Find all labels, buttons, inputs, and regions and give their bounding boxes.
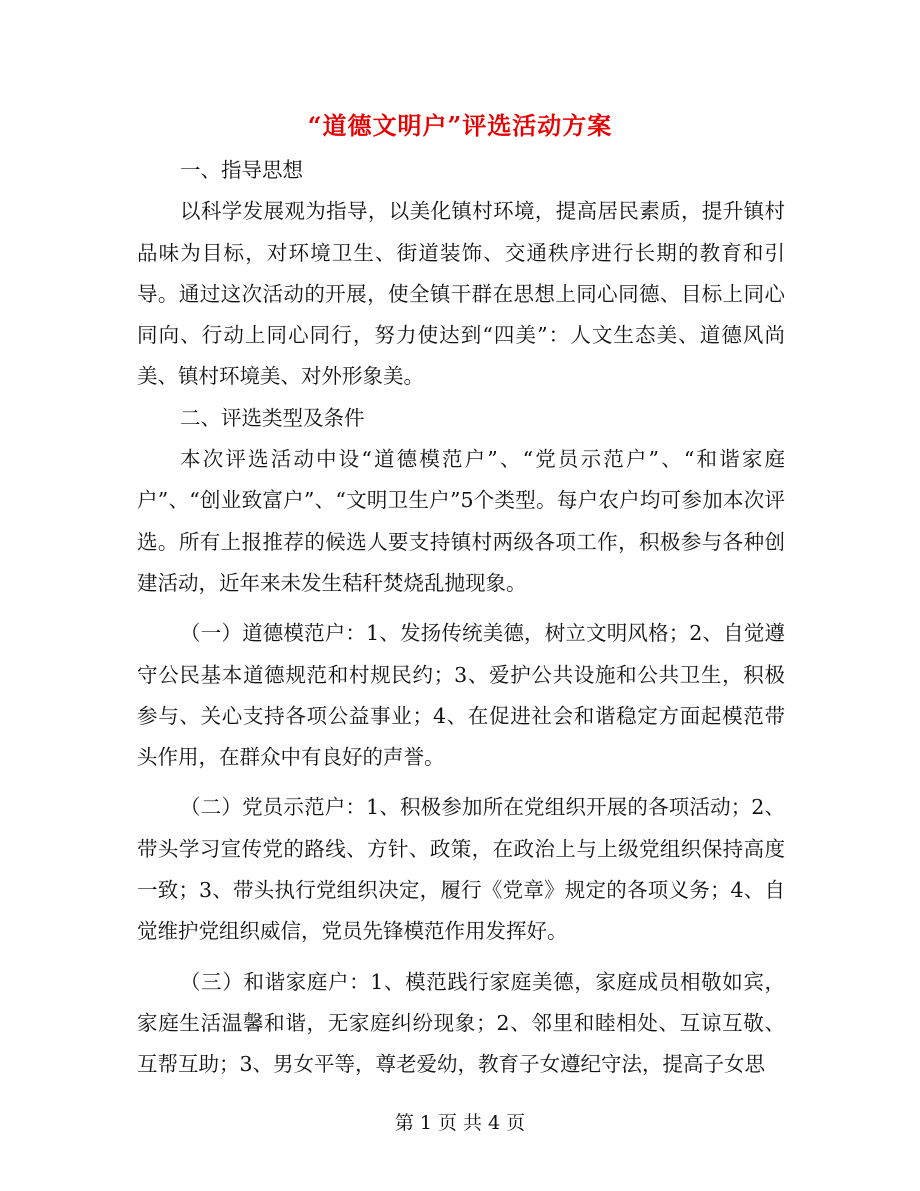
list-item-moral-model: （一）道德模范户：1、发扬传统美德，树立文明风格；2、自觉遵守公民基本道德规范和村规民约；3、爱护公共设施和公共卫生，积极参与、关心支持各项公益事业；4、在促进社会和谐稳定方面起模范带头作用，在群众中有良好的声誉。 bbox=[137, 621, 785, 770]
paragraph-guiding-thought: 以科学发展观为指导，以美化镇村环境，提高居民素质，提升镇村品味为目标，对环境卫生、街道装饰、交通秩序进行长期的教育和引导。通过这次活动的开展，使全镇干群在思想上同心同德、目标上同心同向、行动上同心同行，努力使达到“四美”：人文生态美、道德风尚美、镇村环境美、对外形象美。 bbox=[137, 199, 785, 389]
section-heading-selection-types: 二、评选类型及条件 bbox=[180, 405, 365, 430]
page-number-footer: 第 1 页 共 4 页 bbox=[394, 1112, 526, 1134]
list-item-harmonious-family: （三）和谐家庭户：1、模范践行家庭美德，家庭成员相敬如宾，家庭生活温馨和谐，无家庭纠纷现象；2、邻里和睦相处、互谅互敬、互帮互助；3、男女平等，尊老爱幼，教育子女遵纪守法，提高子女思 bbox=[137, 969, 785, 1077]
list-item-party-member: （二）党员示范户：1、积极参加所在党组织开展的各项活动；2、带头学习宣传党的路线、方针、政策，在政治上与上级党组织保持高度一致；3、带头执行党组织决定，履行《党章》规定的各项义务；4、自觉维护党组织威信，党员先锋模范作用发挥好。 bbox=[137, 795, 785, 944]
section-heading-guiding-thought: 一、指导思想 bbox=[180, 158, 304, 182]
document-body bbox=[137, 150, 785, 1086]
paragraph-selection-types: 本次评选活动中设“道德模范户”、“党员示范户”、“和谐家庭户”、“创业致富户”、“文明卫生户”5个类型。每户农户均可参加本次评选。所有上报推荐的候选人要支持镇村两级各项工作，积极参与各种创建活动，近年来未发生秸秆焚烧乱抛现象。 bbox=[137, 447, 785, 595]
document-title: “道德文明户”评选活动方案 bbox=[307, 111, 613, 140]
